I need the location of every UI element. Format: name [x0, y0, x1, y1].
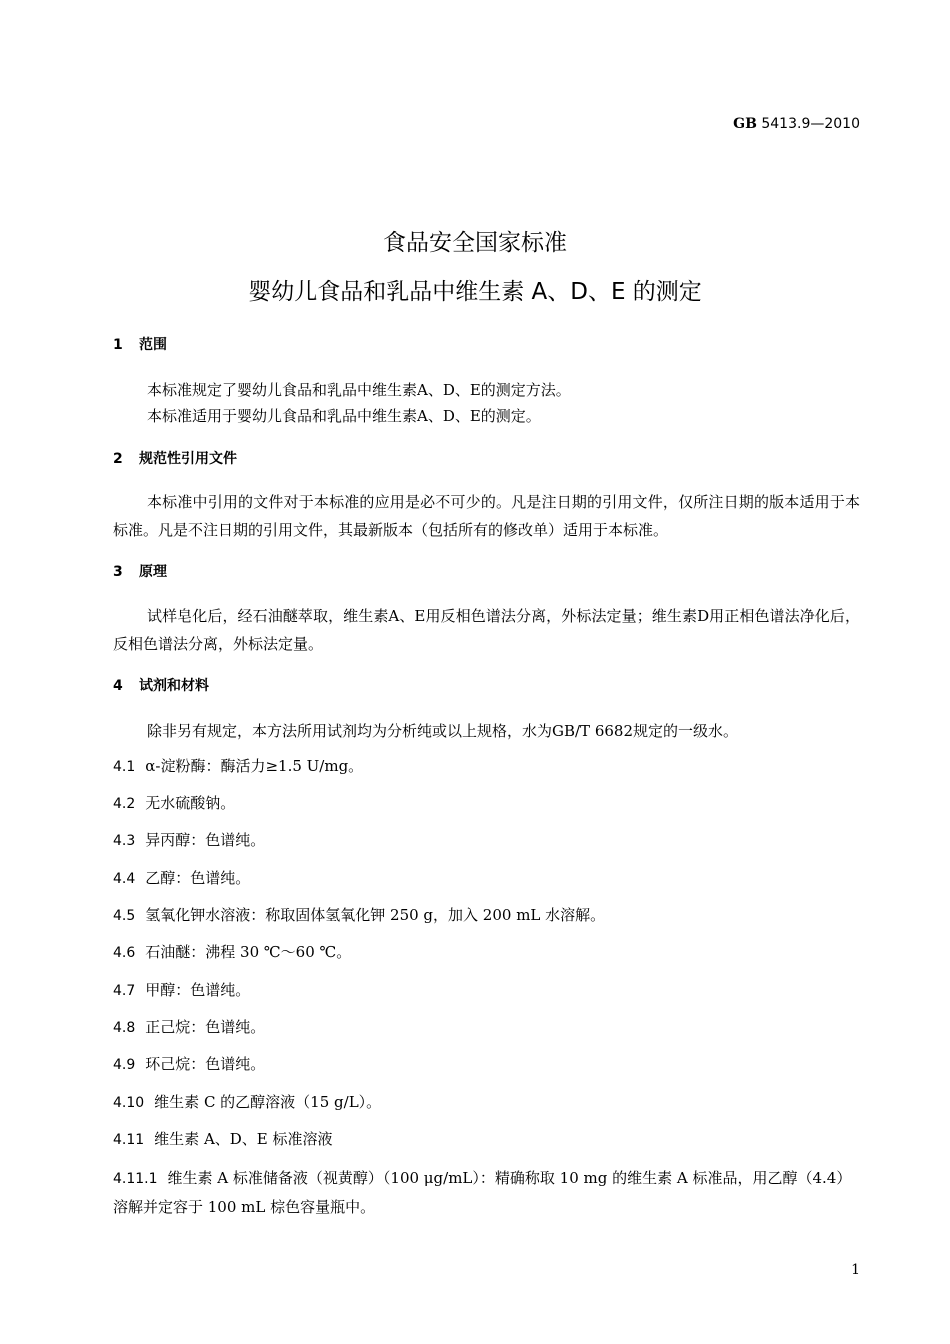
reagent-item: [113, 864, 860, 893]
item-number: 4.1: [113, 759, 136, 775]
item-text: 异丙醇：色谱纯。: [145, 831, 266, 849]
section-heading-reagents: [113, 675, 209, 695]
item-text: 氢氧化钾水溶液：称取固体氢氧化钾 250 g，加入 200 mL 水溶解。: [145, 906, 606, 924]
standard-code-number: 5413.9—2010: [756, 116, 860, 132]
document-title-line2: 婴幼儿食品和乳品中维生素 A、D、E 的测定: [248, 279, 702, 305]
reagent-item: [113, 1013, 860, 1042]
item-number: 4.6: [113, 945, 136, 961]
standard-code-prefix: GB: [733, 116, 757, 132]
reagent-item: [113, 1164, 860, 1221]
item-text: 甲醇：色谱纯。: [145, 981, 251, 999]
item-number: 4.11.1: [113, 1171, 158, 1187]
item-text: 维生素 A、D、E 标准溶液: [154, 1130, 333, 1148]
standard-code: [733, 116, 860, 132]
item-number: 4.8: [113, 1020, 136, 1036]
reagent-item: [113, 789, 860, 818]
section-title: 规范性引用文件: [139, 451, 237, 467]
page-number: 1: [851, 1262, 860, 1278]
document-title-line1: 食品安全国家标准: [383, 230, 567, 256]
section-title: 试剂和材料: [139, 678, 209, 694]
section-number: 4: [113, 678, 123, 694]
item-number: 4.9: [113, 1057, 136, 1073]
item-number: 4.11: [113, 1132, 145, 1148]
reagent-item: [113, 1125, 860, 1154]
item-number: 4.3: [113, 833, 136, 849]
item-number: 4.2: [113, 796, 136, 812]
item-text: 无水硫酸钠。: [145, 794, 236, 812]
section-title: 原理: [139, 564, 167, 580]
item-text: α-淀粉酶：酶活力≥1.5 U/mg。: [145, 757, 364, 775]
reagent-item: [113, 901, 860, 930]
item-number: 4.10: [113, 1095, 145, 1111]
reagent-item: [113, 752, 860, 781]
item-text: 石油醚：沸程 30 ℃～60 ℃。: [145, 943, 352, 961]
section-heading-references: [113, 448, 237, 468]
item-number: 4.4: [113, 871, 136, 887]
item-number: 4.7: [113, 983, 136, 999]
reagent-item: [113, 1088, 860, 1117]
section-number: 1: [113, 337, 123, 353]
section-title: 范围: [139, 337, 167, 353]
scope-paragraph-1: 本标准规定了婴幼儿食品和乳品中维生素A、D、E的测定方法。: [147, 381, 571, 399]
reagent-item: [113, 976, 860, 1005]
section-heading-principle: [113, 561, 167, 581]
section-heading-scope: [113, 334, 167, 354]
item-text: 正己烷：色谱纯。: [145, 1018, 266, 1036]
references-paragraph: 本标准中引用的文件对于本标准的应用是必不可少的。凡是注日期的引用文件，仅所注日期的版本适用于本标准。凡是不注日期的引用文件，其最新版本（包括所有的修改单）适用于本标准。: [113, 493, 860, 539]
item-text: 维生素 C 的乙醇溶液（15 g/L）。: [154, 1093, 382, 1111]
principle-paragraph: 试样皂化后，经石油醚萃取，维生素A、E用反相色谱法分离，外标法定量；维生素D用正相色谱法净化后，反相色谱法分离，外标法定量。: [113, 607, 860, 653]
item-text: 维生素 A 标准储备液（视黄醇）（100 μg/mL）：精确称取 10 mg 的维生素 A 标准品，用乙醇（4.4）溶解并定容于 100 mL 棕色容量瓶中。: [113, 1169, 852, 1216]
reagent-item: [113, 1050, 860, 1079]
scope-paragraph-2: 本标准适用于婴幼儿食品和乳品中维生素A、D、E的测定。: [147, 407, 541, 425]
section-number: 2: [113, 451, 123, 467]
reagent-item: [113, 826, 860, 855]
reagents-intro: 除非另有规定，本方法所用试剂均为分析纯或以上规格，水为GB/T 6682规定的一级水。: [147, 722, 739, 740]
reagent-item: [113, 938, 860, 967]
item-text: 乙醇：色谱纯。: [145, 869, 251, 887]
item-number: 4.5: [113, 908, 136, 924]
item-text: 环己烷：色谱纯。: [145, 1055, 266, 1073]
section-number: 3: [113, 564, 123, 580]
